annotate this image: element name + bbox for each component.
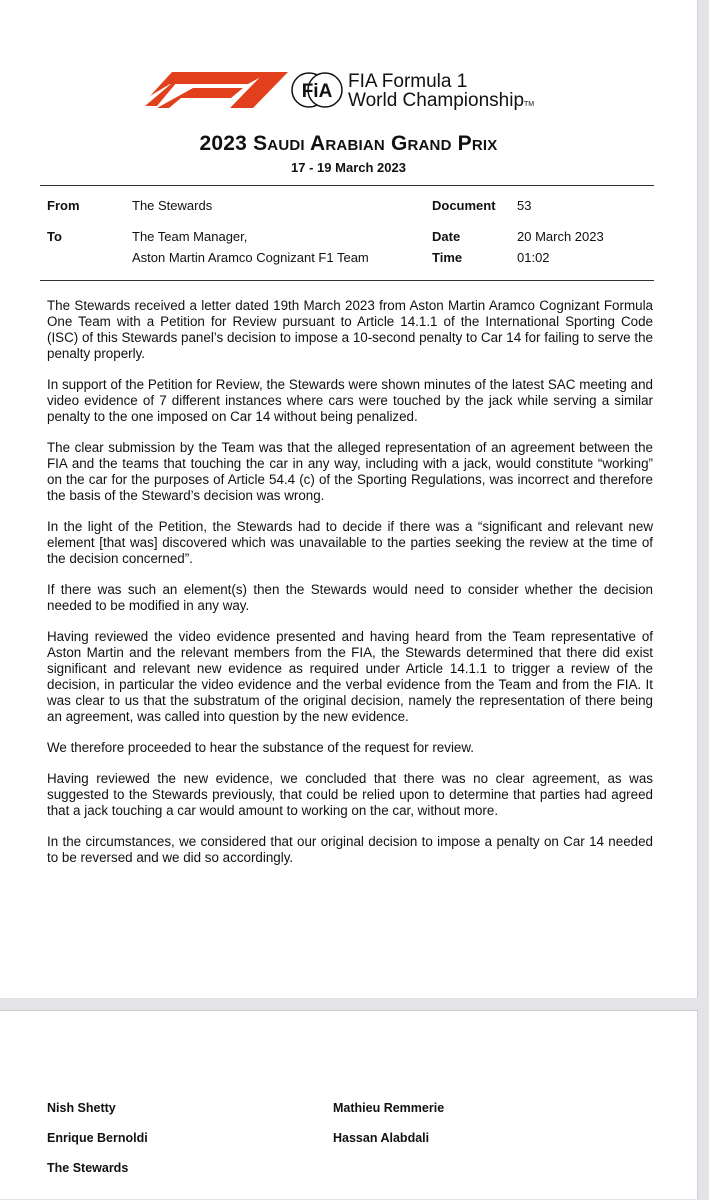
paragraph: Having reviewed the video evidence presented and having heard from the Team representative of Aston Martin and the relevant members from the FIA, the Stewards determined that there did exist significant and relevant new evidence as required under Article 14.1.1 to trigger a review of the decision, in particular the video evidence and the verbal evidence from the Team and from the FIA. It was clear to us that the substratum of the original decision, namely the representation of there being an agreement, was called into question by the new evidence. xyxy=(47,629,653,724)
trademark: TM xyxy=(524,101,535,108)
to-value-line2: Aston Martin Aramco Cognizant F1 Team xyxy=(132,250,369,265)
paragraph: The clear submission by the Team was that the alleged representation of an agreement between the FIA and the teams that touching the car in any way, including with a jack, would constitute “working” on the car for the purposes of Article 54.4 (c) of the Sporting Regulations, was incorrect and therefore the basis of the Steward’s decision was wrong. xyxy=(47,440,653,503)
to-label: To xyxy=(47,229,62,244)
decision-body xyxy=(47,298,653,881)
time-label: Time xyxy=(432,250,463,265)
divider xyxy=(40,185,654,186)
from-value: The Stewards xyxy=(132,198,213,213)
stewards-label: The Stewards xyxy=(47,1161,129,1175)
date-label: Date xyxy=(432,229,461,244)
svg-text:FiA: FiA xyxy=(301,81,333,102)
steward-signature: Enrique Bernoldi xyxy=(47,1131,148,1145)
document-label: Document xyxy=(432,198,496,213)
paragraph: The Stewards received a letter dated 19th March 2023 from Aston Martin Aramco Cognizant Formula One Team with a Petition for Review pursuant to Article 14.1.1 of the International Sporting Code (ISC) of this Stewards panel’s decision to impose a 10-second penalty to Car 14 for failing to serve the penalty properly. xyxy=(47,298,653,361)
from-label: From xyxy=(47,198,80,213)
date-value: 20 March 2023 xyxy=(517,229,604,244)
championship-wordmark xyxy=(348,72,534,114)
time-value: 01:02 xyxy=(517,250,550,265)
document-page-2 xyxy=(0,1010,698,1199)
document-value: 53 xyxy=(517,198,532,213)
wordmark-line2: World Championship xyxy=(348,90,525,111)
paragraph: In support of the Petition for Review, the Stewards were shown minutes of the latest SAC meeting and video evidence of 7 different instances where cars were touched by the jack while serving a similar penalty to the one imposed on Car 14 without being penalized. xyxy=(47,377,653,424)
paragraph: We therefore proceeded to hear the substance of the request for review. xyxy=(47,740,475,755)
steward-signature: Hassan Alabdali xyxy=(333,1131,430,1145)
paragraph: In the light of the Petition, the Stewards had to decide if there was a “significant and relevant new element [that was] discovered which was unavailable to the parties seeking the review at the time of the decision concerned”. xyxy=(47,519,653,566)
paragraph: Having reviewed the new evidence, we concluded that there was no clear agreement, as was suggested to the Stewards previously, that could be relied upon to determine that parties had agreed that a jack touching a car would amount to working on the car, without more. xyxy=(47,771,653,818)
steward-signature: Nish Shetty xyxy=(47,1101,116,1115)
divider xyxy=(40,280,654,281)
paragraph: If there was such an element(s) then the Stewards would need to consider whether the decision needed to be modified in any way. xyxy=(47,582,653,613)
wordmark-line1: FIA Formula 1 xyxy=(348,71,468,92)
paragraph: In the circumstances, we considered that our original decision to impose a penalty on Car 14 needed to be reversed and we did so accordingly. xyxy=(47,834,653,865)
to-value-line1: The Team Manager, xyxy=(132,229,248,244)
event-dates: 17 - 19 March 2023 xyxy=(291,160,406,175)
steward-signature: Mathieu Remmerie xyxy=(333,1101,445,1115)
event-title: 2023 Saudi Arabian Grand Prix xyxy=(199,132,498,155)
